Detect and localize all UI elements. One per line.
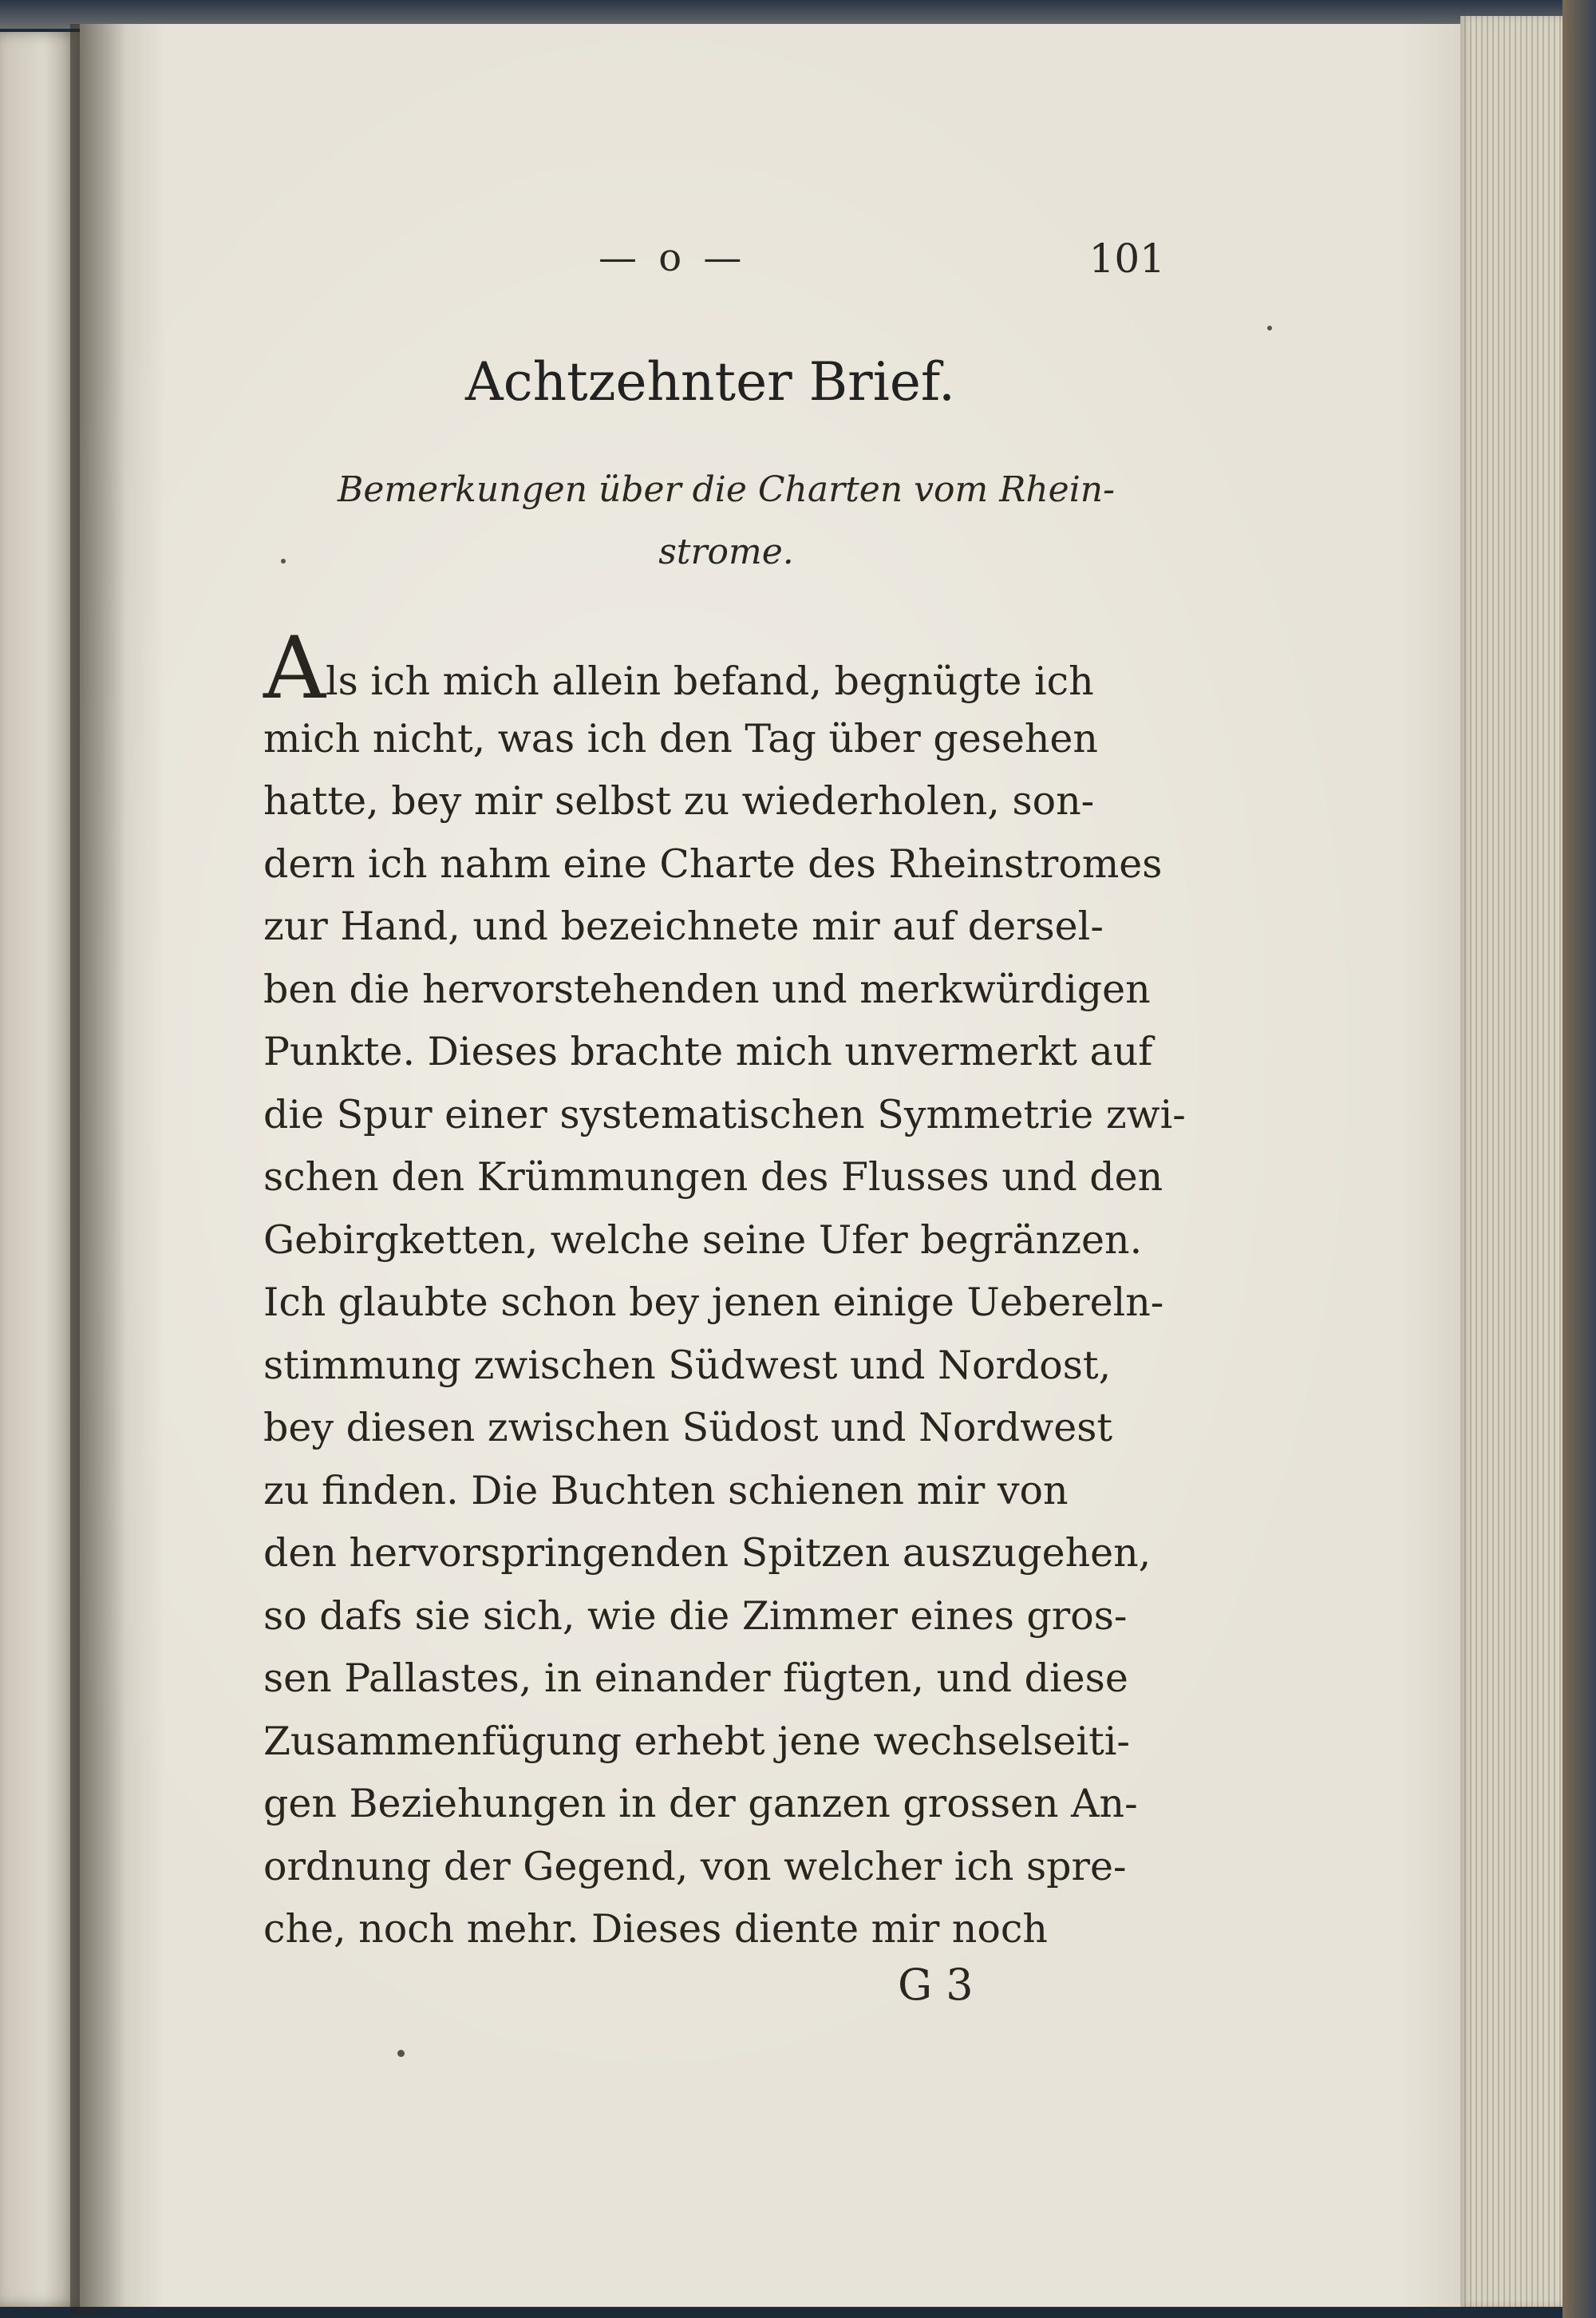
text-line: Punkte. Dieses brachte mich unvermerkt auf [263, 1029, 1153, 1074]
drop-cap: A [263, 619, 326, 718]
text-line: so dafs sie sich, wie die Zimmer eines gros- [263, 1592, 1128, 1639]
subtitle-line: Bemerkungen über die Charten vom Rhein- [337, 469, 1115, 510]
book-cover-edge [1562, 0, 1596, 2318]
text-line-content: ls ich mich allein befand, begnügte ich [326, 659, 1094, 704]
body-text [263, 619, 1186, 1961]
left-page-edge [0, 32, 80, 2307]
signature-mark: G 3 [898, 1960, 974, 2010]
text-line: hatte, bey mir selbst zu wiederholen, son- [263, 778, 1095, 824]
paper-speck [281, 559, 286, 564]
text-line: dern ich nahm eine Charte des Rheinstromes [263, 841, 1163, 887]
text-line: Ich glaubte schon bey jenen einige Uebereln- [263, 1280, 1164, 1325]
page-number: 101 [1088, 235, 1165, 282]
text-line: bey diesen zwischen Südost und Nordwest [263, 1405, 1113, 1450]
text-line: sen Pallastes, in einander fügten, und diese [263, 1655, 1128, 1701]
text-line: Zusammenfügung erhebt jene wechselseiti- [263, 1718, 1130, 1764]
text-line [263, 619, 1181, 718]
text-line: ben die hervorstehenden und merkwürdigen [263, 966, 1151, 1012]
chapter-subtitle [279, 459, 1173, 583]
paper-speck [1267, 326, 1272, 330]
text-line: zur Hand, und bezeichnete mir auf dersel- [263, 904, 1104, 949]
text-line: zu finden. Die Buchten schienen mir von [263, 1467, 1069, 1513]
running-header [591, 235, 1165, 283]
header-ornament: — o — [598, 235, 747, 280]
page-block-edges [1460, 16, 1564, 2307]
text-line: schen den Krümmungen des Flusses und den [263, 1154, 1163, 1200]
text-line: die Spur einer systematischen Symmetrie zwi- [263, 1091, 1186, 1137]
text-line: ordnung der Gegend, von welcher ich spre- [263, 1843, 1127, 1889]
text-line: stimmung zwischen Südwest und Nordost, [263, 1342, 1112, 1388]
chapter-title: Achtzehnter Brief. [465, 351, 955, 413]
text-line: den hervorspringenden Spitzen auszugehen, [263, 1530, 1152, 1576]
text-line: Gebirgketten, welche seine Ufer begränzen. [263, 1216, 1143, 1263]
spine-shadow [70, 24, 126, 2315]
subtitle-line: strome. [658, 532, 794, 572]
text-line: gen Beziehungen in der ganzen grossen An- [263, 1781, 1138, 1826]
text-line: che, noch mehr. Dieses diente mir noch [263, 1906, 1048, 1952]
text-line: mich nicht, was ich den Tag über gesehen [263, 715, 1098, 761]
paper-speck [397, 2050, 405, 2057]
